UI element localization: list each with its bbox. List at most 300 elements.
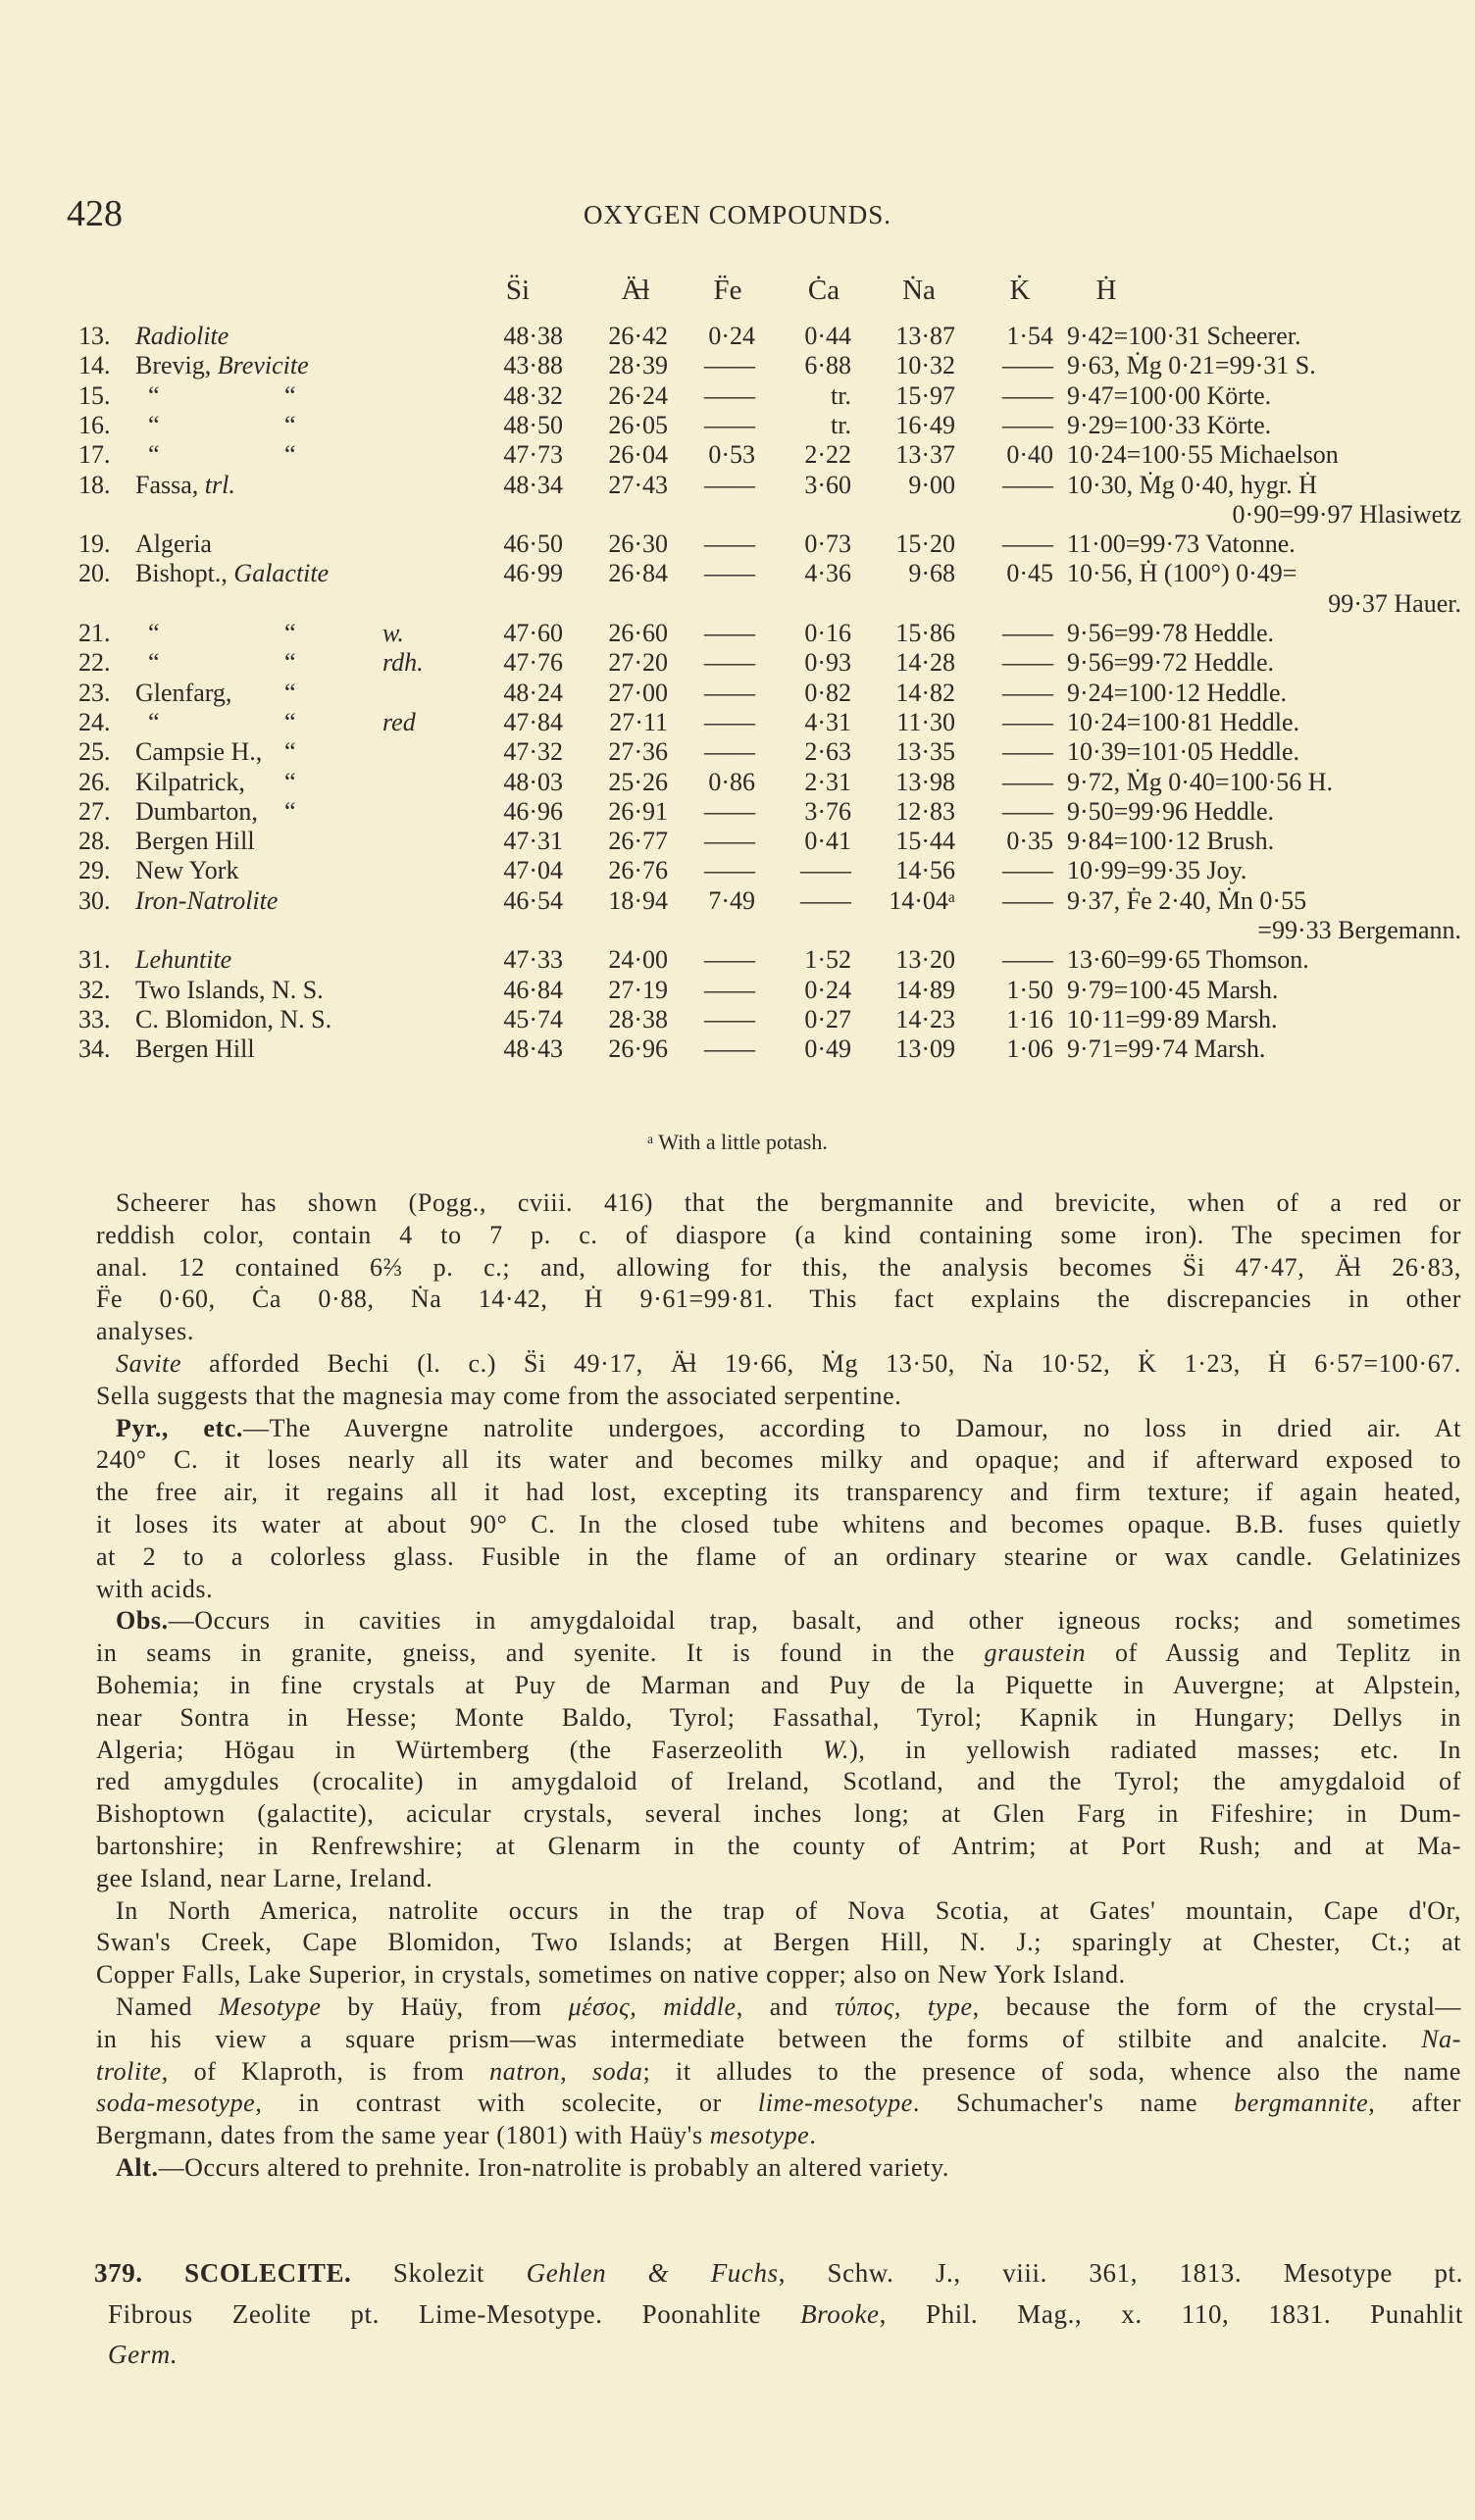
row-number: 24.	[78, 707, 111, 736]
column-header-si: S̈i	[505, 275, 531, 306]
ditto-mark: “	[284, 380, 296, 410]
value-na: 15·44	[895, 827, 955, 856]
value-ca: 0·24	[804, 975, 851, 1004]
section-line	[94, 2253, 1463, 2293]
italic-term: W.	[823, 1735, 850, 1764]
italic-term: bergmannite	[1234, 2089, 1369, 2118]
name-cell	[135, 351, 309, 380]
value-fe: ——	[704, 470, 755, 499]
value-na: 10·32	[895, 351, 955, 380]
water-and-total: 9·72, Ṁg 0·40=100·56 H.	[1067, 767, 1334, 796]
water-and-total: 10·39=101·05 Heddle.	[1067, 737, 1300, 767]
value-na: 16·49	[895, 410, 955, 439]
paragraph-line	[96, 1669, 1461, 1701]
text-run: in seams in granite, gneiss, and syenite. It is found in the	[96, 1638, 985, 1668]
row-number: 26.	[78, 767, 111, 796]
paragraph-line	[96, 2087, 1461, 2119]
table-row	[0, 708, 1475, 737]
row-number: 25.	[78, 737, 111, 767]
ditto-mark: “	[284, 707, 296, 736]
row-number: 34.	[78, 1034, 111, 1064]
section-line	[108, 2294, 1463, 2335]
value-ca: 2·31	[804, 767, 851, 796]
value-k: ——	[1002, 707, 1053, 736]
paragraph-line	[96, 1508, 1461, 1540]
value-si: 47·04	[503, 856, 563, 885]
water-and-total: 9·50=99·96 Heddle.	[1067, 796, 1275, 826]
water-and-total: 9·56=99·78 Heddle.	[1067, 619, 1275, 647]
value-si: 47·84	[503, 707, 563, 736]
paragraph-line	[96, 1926, 1461, 1958]
value-k: ——	[1002, 678, 1053, 707]
table-row	[0, 827, 1475, 856]
row-number: 32.	[78, 975, 111, 1004]
value-fe: 0·53	[708, 440, 755, 470]
value-ca: 3·60	[804, 470, 851, 499]
value-na: 13·09	[895, 1034, 955, 1064]
text-run: analyses.	[96, 1317, 194, 1346]
paragraph-line	[96, 1862, 1461, 1894]
value-fe: ——	[704, 1004, 755, 1033]
value-al: 26·60	[608, 619, 668, 647]
ditto-mark: “	[284, 737, 296, 767]
row-number: 20.	[78, 559, 111, 588]
water-and-total: 9·42=100·31 Scheerer.	[1067, 322, 1301, 350]
text-run: ; it alludes to the presence of soda, whence also the name	[642, 2056, 1462, 2086]
value-k: 0·35	[1006, 827, 1053, 856]
locality-name: Campsie H.,	[135, 737, 263, 767]
value-na: 15·97	[895, 380, 955, 410]
text-run: , Phil. Mag., x. 110, 1831. Punahlit	[879, 2298, 1463, 2329]
locality-name: Kilpatrick,	[135, 767, 245, 796]
text-run: ), in yellowish radiated masses; etc. In	[849, 1735, 1461, 1764]
value-k: ——	[1002, 529, 1053, 559]
row-number: 18.	[78, 470, 111, 499]
variety-name: Brevicite	[217, 351, 309, 380]
value-ca: 2·22	[804, 440, 851, 470]
text-run: it loses its water at about 90° C. In the closed tube whitens and becomes opaque. B.B. fuses quietly	[96, 1510, 1461, 1538]
value-fe: ——	[704, 945, 755, 975]
italic-term: Brooke	[800, 2298, 880, 2329]
value-fe: ——	[704, 559, 755, 588]
water-and-total: 10·99=99·35 Joy.	[1067, 856, 1247, 885]
text-run: at 2 to a colorless glass. Fusible in the flame of an ordinary stearine or wax candle. Gelatinizes	[96, 1541, 1461, 1571]
row-number: 14.	[78, 351, 111, 380]
section-line	[108, 2335, 1463, 2375]
value-ca: 3·76	[804, 796, 851, 826]
italic-term: μέσος, middle	[568, 1992, 737, 2021]
table-row	[0, 440, 1475, 470]
variety-name: trl.	[204, 470, 235, 499]
text-run: .	[809, 2121, 817, 2150]
paragraph-line	[96, 1958, 1461, 1991]
water-and-total: 10·56, Ḣ (100°) 0·49=	[1067, 559, 1297, 588]
value-ca: 0·93	[804, 648, 851, 678]
water-and-total: 9·24=100·12 Heddle.	[1067, 678, 1288, 707]
paragraph-line	[96, 1734, 1461, 1766]
column-header-ca: Ċa	[807, 275, 840, 306]
value-si: 46·50	[503, 529, 563, 559]
paragraph-line	[96, 1219, 1461, 1251]
value-al: 27·11	[609, 707, 668, 736]
paragraph-line	[96, 1637, 1461, 1669]
variety-name: Galactite	[233, 559, 330, 588]
locality-name: Bergen Hill	[135, 827, 255, 856]
value-al: 28·39	[608, 351, 668, 380]
value-fe: ——	[704, 856, 755, 885]
row-number: 30.	[78, 885, 111, 915]
italic-term: Gehlen & Fuchs	[526, 2258, 779, 2288]
run-in-heading: 379. SCOLECITE.	[94, 2258, 352, 2288]
value-fe: ——	[704, 351, 755, 380]
value-na: 13·35	[895, 737, 955, 767]
locality-name: “	[135, 648, 160, 678]
value-al: 26·24	[608, 380, 668, 410]
value-si: 46·54	[503, 885, 563, 915]
run-in-heading: Alt.	[116, 2153, 159, 2182]
value-fe: ——	[704, 410, 755, 439]
value-k: ——	[1002, 767, 1053, 796]
value-na: 12·83	[895, 796, 955, 826]
row-number: 31.	[78, 945, 111, 975]
value-na: 9·68	[908, 559, 955, 588]
locality-name: Algeria	[135, 529, 212, 559]
text-run: , and	[736, 1992, 836, 2021]
water-and-total: 10·24=100·81 Heddle.	[1067, 707, 1300, 736]
table-row	[0, 1034, 1475, 1064]
ditto-mark: “	[284, 648, 296, 678]
text-run: near Sontra in Hesse; Monte Baldo, Tyrol; Fassathal, Tyrol; Kapnik in Hungary; Dellys in	[96, 1702, 1461, 1732]
table-row-continuation	[0, 916, 1475, 945]
value-na: 14·04ᵃ	[889, 885, 955, 915]
value-si: 46·96	[503, 796, 563, 826]
value-fe: 7·49	[708, 885, 755, 915]
table-row	[0, 322, 1475, 351]
text-run: in his view a square prism—was intermediate between the forms of stilbite and analcite.	[96, 2024, 1422, 2053]
text-run: bartonshire; in Renfrewshire; at Glenarm in the county of Antrim; at Port Rush; and at Ma-	[96, 1832, 1461, 1860]
value-ca: 0·82	[804, 678, 851, 707]
value-k: ——	[1002, 619, 1053, 647]
text-run: Scheerer has shown (Pogg., cviii. 416) that the bergmannite and brevicite, when of a red or	[116, 1188, 1461, 1217]
water-and-total: 10·24=100·55 Michaelson	[1067, 440, 1339, 470]
table-row	[0, 351, 1475, 380]
ditto-mark: “	[284, 796, 296, 826]
water-and-total: 9·29=100·33 Körte.	[1067, 410, 1272, 439]
value-na: 13·98	[895, 767, 955, 796]
value-al: 27·00	[608, 678, 668, 707]
locality-name: Glenfarg,	[135, 678, 232, 707]
page-number: 428	[67, 193, 123, 234]
text-run: —The Auvergne natrolite undergoes, according to Damour, no loss in dried air. At	[243, 1413, 1461, 1442]
value-al: 18·94	[608, 885, 668, 915]
value-si: 47·73	[503, 440, 563, 470]
value-ca: tr.	[831, 380, 851, 410]
paragraph-line	[96, 1797, 1461, 1830]
paragraph-line	[116, 1894, 1461, 1927]
locality-name: Brevig,	[135, 351, 218, 380]
row-number: 23.	[78, 678, 111, 707]
value-na: 14·82	[895, 678, 955, 707]
text-run: Bohemia; in fine crystals at Puy de Marman and Puy de la Piquette in Auvergne; at Alpstein,	[96, 1671, 1461, 1699]
value-na: 14·56	[895, 856, 955, 885]
text-run: , in contrast with scolecite, or	[255, 2089, 758, 2118]
value-si: 47·60	[503, 619, 563, 647]
value-fe: 0·24	[708, 322, 755, 350]
value-fe: ——	[704, 737, 755, 767]
value-k: ——	[1002, 410, 1053, 439]
column-header-h: Ḣ	[1095, 275, 1117, 306]
paragraph-line	[96, 1476, 1461, 1508]
value-ca: 0·44	[804, 322, 851, 350]
value-si: 46·99	[503, 559, 563, 588]
paragraph-line	[96, 1573, 1461, 1605]
value-si: 47·76	[503, 648, 563, 678]
value-si: 48·38	[503, 322, 563, 350]
italic-term: soda-mesotype	[96, 2089, 256, 2118]
value-fe: ——	[704, 648, 755, 678]
italic-term: Na-	[1421, 2024, 1461, 2053]
value-al: 26·84	[608, 559, 668, 588]
text-run: afforded Bechi (l. c.) S̈i 49·17, Ä̶l 19·66, Ṁg 13·50, Ṅa 10·52, K̇ 1·23, Ḣ 6·57=100·67.	[181, 1349, 1461, 1378]
value-al: 27·36	[608, 737, 668, 767]
text-run: Copper Falls, Lake Superior, in crystals, sometimes on native copper; also on New York Island.	[96, 1960, 1126, 1990]
table-row	[0, 1005, 1475, 1034]
paragraph-line	[116, 1347, 1461, 1380]
row-number: 29.	[78, 856, 111, 885]
text-run: , after	[1368, 2089, 1461, 2118]
text-run: Sella suggests that the magnesia may come from the associated serpentine.	[96, 1381, 902, 1410]
water-and-total: 9·79=100·45 Marsh.	[1067, 975, 1279, 1004]
text-run: , Schw. J., viii. 361, 1813. Mesotype pt.	[778, 2258, 1463, 2288]
value-fe: ——	[704, 380, 755, 410]
value-si: 48·43	[503, 1034, 563, 1064]
paragraph-line	[96, 2055, 1461, 2088]
value-ca: tr.	[831, 410, 851, 439]
row-number: 28.	[78, 827, 111, 856]
value-si: 47·33	[503, 945, 563, 975]
water-and-total: 9·47=100·00 Körte.	[1067, 380, 1272, 410]
value-na: 11·30	[896, 707, 955, 736]
italic-term: Savite	[116, 1349, 182, 1378]
value-k: 1·16	[1006, 1004, 1053, 1033]
value-al: 25·26	[608, 767, 668, 796]
locality-name: Bergen Hill	[135, 1034, 255, 1064]
value-ca: 4·31	[804, 707, 851, 736]
text-run: Bishoptown (galactite), acicular crystals, several inches long; at Glen Farg in Fifeshire; in Dum-	[96, 1799, 1461, 1829]
paragraph-line	[96, 1540, 1461, 1573]
text-run: , because the form of the crystal—	[972, 1992, 1462, 2021]
value-si: 48·32	[503, 380, 563, 410]
value-na: 13·37	[895, 440, 955, 470]
row-number: 19.	[78, 529, 111, 559]
value-al: 26·05	[608, 410, 668, 439]
value-fe: ——	[704, 827, 755, 856]
value-k: ——	[1002, 380, 1053, 410]
paragraph-line	[116, 2151, 1461, 2184]
water-and-total: 9·84=100·12 Brush.	[1067, 827, 1275, 856]
value-k: ——	[1002, 470, 1053, 499]
paragraph-line	[96, 1283, 1461, 1315]
italic-term: natron, soda	[489, 2056, 643, 2086]
value-fe: ——	[704, 1034, 755, 1064]
value-k: 0·45	[1006, 559, 1053, 588]
paragraph-line	[116, 1604, 1461, 1637]
value-na: 15·20	[895, 529, 955, 559]
text-run: reddish color, contain 4 to 7 p. c. of diaspore (a kind containing some iron). The specimen for	[96, 1220, 1461, 1249]
value-k: ——	[1002, 856, 1053, 885]
ditto-mark: “	[284, 619, 296, 647]
text-run: Bergmann, dates from the same year (1801) with Haüy's	[96, 2121, 710, 2150]
text-run: gee Island, near Larne, Ireland.	[96, 1863, 433, 1892]
water-and-total: 11·00=99·73 Vatonne.	[1067, 529, 1296, 559]
value-na: 13·20	[895, 945, 955, 975]
variety-suffix: rdh.	[382, 648, 424, 678]
table-row	[0, 886, 1475, 916]
total-continuation: 99·37 Hauer.	[1328, 588, 1461, 618]
value-ca: ——	[800, 885, 851, 915]
value-ca: 6·88	[804, 351, 851, 380]
paragraph-line	[96, 1830, 1461, 1862]
water-and-total: 9·56=99·72 Heddle.	[1067, 648, 1275, 678]
name-cell	[135, 471, 235, 500]
table-row	[0, 768, 1475, 797]
row-number: 22.	[78, 648, 111, 678]
value-al: 26·30	[608, 529, 668, 559]
value-al: 27·19	[608, 975, 668, 1004]
ditto-mark: “	[284, 767, 296, 796]
value-si: 47·32	[503, 737, 563, 767]
table-row	[0, 737, 1475, 767]
value-ca: 0·16	[804, 619, 851, 647]
value-k: 1·50	[1006, 975, 1053, 1004]
value-ca: 0·27	[804, 1004, 851, 1033]
locality-name: Bishopt.,	[135, 559, 234, 588]
italic-term: mesotype	[709, 2121, 810, 2150]
text-run: In North America, natrolite occurs in the trap of Nova Scotia, at Gates' mountain, Cape d'Or,	[116, 1895, 1461, 1925]
table-row	[0, 559, 1475, 588]
value-al: 26·76	[608, 856, 668, 885]
value-fe: ——	[704, 707, 755, 736]
table-row	[0, 411, 1475, 440]
value-fe: ——	[704, 975, 755, 1004]
run-in-heading: Pyr., etc.	[116, 1413, 244, 1442]
row-number: 21.	[78, 619, 111, 647]
locality-name: “	[135, 380, 160, 410]
italic-term: graustein	[984, 1638, 1087, 1668]
paragraph-line	[96, 1315, 1461, 1347]
value-na: 14·28	[895, 648, 955, 678]
column-header-al: Ä̶l	[621, 275, 650, 306]
italic-term: τύπος, type	[835, 1992, 973, 2021]
value-si: 47·31	[503, 827, 563, 856]
text-run: Skolezit	[351, 2258, 527, 2288]
value-fe: ——	[704, 678, 755, 707]
value-na: 15·86	[895, 619, 955, 647]
value-na: 13·87	[895, 322, 955, 350]
value-k: 1·54	[1006, 322, 1053, 350]
value-na: 14·23	[895, 1004, 955, 1033]
variety-name: Lehuntite	[135, 945, 232, 975]
paragraph-line	[96, 2023, 1461, 2055]
variety-name: Iron-Natrolite	[135, 885, 279, 915]
text-run: with acids.	[96, 1574, 214, 1603]
locality-name: Two Islands, N. S.	[135, 975, 324, 1004]
text-run: red amygdules (crocalite) in amygdaloid of Ireland, Scotland, and the Tyrol; the amygdaloid of	[96, 1767, 1461, 1796]
paragraph-line	[96, 2119, 1461, 2151]
locality-name: New York	[135, 856, 239, 885]
locality-name: Fassa,	[135, 470, 205, 499]
table-row	[0, 648, 1475, 678]
ditto-mark: “	[284, 678, 296, 707]
italic-term: Germ.	[108, 2340, 178, 2369]
locality-name: C. Blomidon, N. S.	[135, 1004, 332, 1033]
value-fe: 0·86	[708, 767, 755, 796]
row-number: 27.	[78, 796, 111, 826]
table-row	[0, 381, 1475, 411]
value-al: 26·04	[608, 440, 668, 470]
text-run: of Aussig and Teplitz in	[1086, 1638, 1461, 1668]
table-row	[0, 797, 1475, 827]
locality-name: “	[135, 440, 160, 470]
value-si: 48·03	[503, 767, 563, 796]
value-fe: ——	[704, 796, 755, 826]
row-number: 17.	[78, 440, 111, 470]
value-al: 26·91	[608, 796, 668, 826]
running-title: OXYGEN COMPOUNDS.	[583, 200, 892, 229]
value-ca: 4·36	[804, 559, 851, 588]
table-footnote: ᵃ With a little potash.	[647, 1130, 828, 1154]
value-ca: 0·41	[804, 827, 851, 856]
table-row-continuation	[0, 589, 1475, 619]
run-in-heading: Obs.	[116, 1606, 169, 1636]
paragraph-line	[96, 1765, 1461, 1797]
table-row	[0, 679, 1475, 708]
text-run: Swan's Creek, Cape Blomidon, Two Islands; at Bergen Hill, N. J.; sparingly at Chester, Ct.; at	[96, 1928, 1461, 1957]
paragraph-line	[116, 1412, 1461, 1444]
locality-name: Dumbarton,	[135, 796, 258, 826]
locality-name: “	[135, 707, 160, 736]
paragraph-line	[96, 1380, 1461, 1412]
text-run: by Haüy, from	[321, 1992, 569, 2021]
ditto-mark: “	[284, 410, 296, 439]
ditto-mark: “	[284, 440, 296, 470]
value-si: 43·88	[503, 351, 563, 380]
name-cell	[135, 559, 329, 588]
text-run: Named	[116, 1992, 220, 2021]
value-si: 48·24	[503, 678, 563, 707]
value-k: ——	[1002, 351, 1053, 380]
value-ca: ——	[800, 856, 851, 885]
column-header-na: Ṅa	[902, 275, 936, 306]
value-ca: 0·49	[804, 1034, 851, 1064]
value-si: 48·50	[503, 410, 563, 439]
value-fe: ——	[704, 529, 755, 559]
value-k: ——	[1002, 796, 1053, 826]
value-al: 28·38	[608, 1004, 668, 1033]
value-k: 1·06	[1006, 1034, 1053, 1064]
text-run: F̈e 0·60, Ċa 0·88, Ṅa 14·42, Ḣ 9·61=99·81. This fact explains the discrepancies in other	[96, 1285, 1461, 1314]
paragraph-line	[116, 1186, 1461, 1219]
value-k: ——	[1002, 737, 1053, 767]
locality-name: “	[135, 410, 160, 439]
row-number: 13.	[78, 322, 111, 350]
text-run: 240° C. it loses nearly all its water and becomes milky and opaque; and if afterward exposed to	[96, 1445, 1461, 1475]
paragraph-line	[96, 1251, 1461, 1284]
paragraph-line	[96, 1443, 1461, 1476]
table-row-continuation	[0, 500, 1475, 529]
total-continuation: 0·90=99·97 Hlasiwetz	[1232, 499, 1461, 529]
table-row	[0, 529, 1475, 559]
